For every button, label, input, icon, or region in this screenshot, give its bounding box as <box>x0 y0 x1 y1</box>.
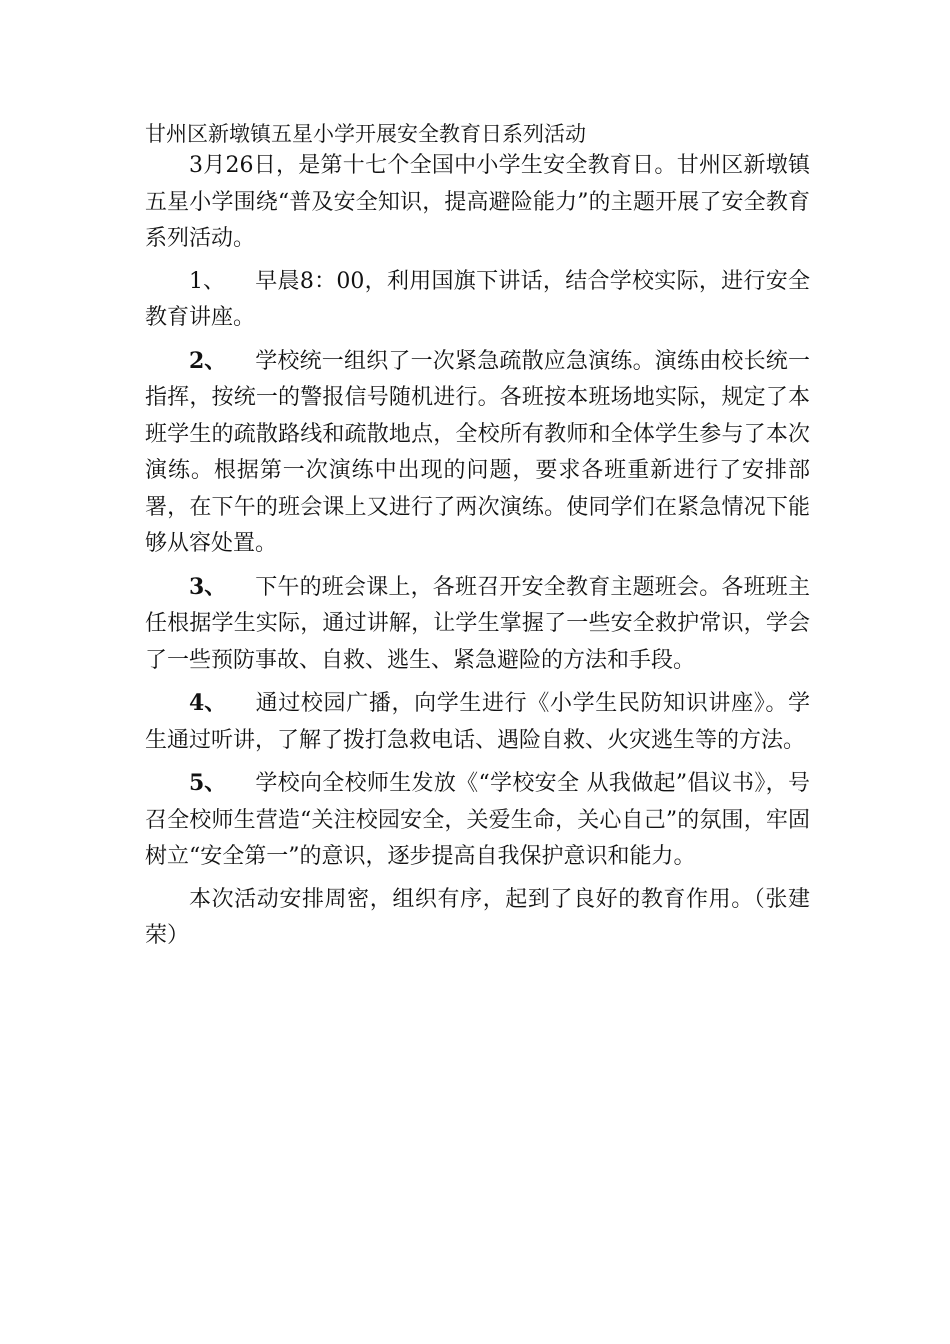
list-item-number: 2、 <box>189 347 227 374</box>
list-item-text: 学校向全校师生发放《“学校安全 从我做起”倡议书》，号召全校师生营造“关注校园安全，关爱生命，关心自己”的氛围，牢固树立“安全第一”的意识，逐步提高自我保护意识和能力。 <box>145 771 810 869</box>
document-title: 甘州区新墩镇五星小学开展安全教育日系列活动 <box>145 122 586 146</box>
list-item-number: 3、 <box>189 573 227 600</box>
list-item-1 <box>145 264 810 337</box>
list-item-text: 下午的班会课上，各班召开安全教育主题班会。各班班主任根据学生实际，通过讲解，让学生掌握了一些安全救护常识，学会了一些预防事故、自救、逃生、紧急避险的方法和手段。 <box>145 574 810 673</box>
intro-paragraph: 3月26日，是第十七个全国中小学生安全教育日。甘州区新墩镇五星小学围绕“普及安全知识，提高避险能力”的主题开展了安全教育系列活动。 <box>145 153 810 251</box>
list-item-text: 早晨8：00，利用国旗下讲话，结合学校实际，进行安全教育讲座。 <box>145 268 810 330</box>
list-item-number: 4、 <box>189 690 227 716</box>
list-item-text: 学校统一组织了一次紧急疏散应急演练。演练由校长统一指挥，按统一的警报信号随机进行。各班按本班场地实际，规定了本班学生的疏散路线和疏散地点，全校所有教师和全体学生参与了本次演练。根据第一次演练中出现的问题，要求各班重新进行了安排部署，在下午的班会课上又进行了两次演练。使同学们在紧急情况下能够从容处置。 <box>145 348 810 556</box>
document-body <box>145 120 810 955</box>
list-item-text: 通过校园广播，向学生进行《小学生民防知识讲座》。学生通过听讲，了解了拨打急救电话、遇险自救、火灾逃生等的方法。 <box>145 691 810 753</box>
list-item-2 <box>145 343 810 563</box>
list-item-number: 5、 <box>189 770 227 796</box>
list-item-5 <box>145 765 810 876</box>
list-item-3 <box>145 569 810 680</box>
list-item-4 <box>145 685 810 759</box>
closing-paragraph: 本次活动安排周密，组织有序，起到了良好的教育作用。（张建荣） <box>145 886 810 948</box>
list-item-number: 1、 <box>189 268 225 294</box>
